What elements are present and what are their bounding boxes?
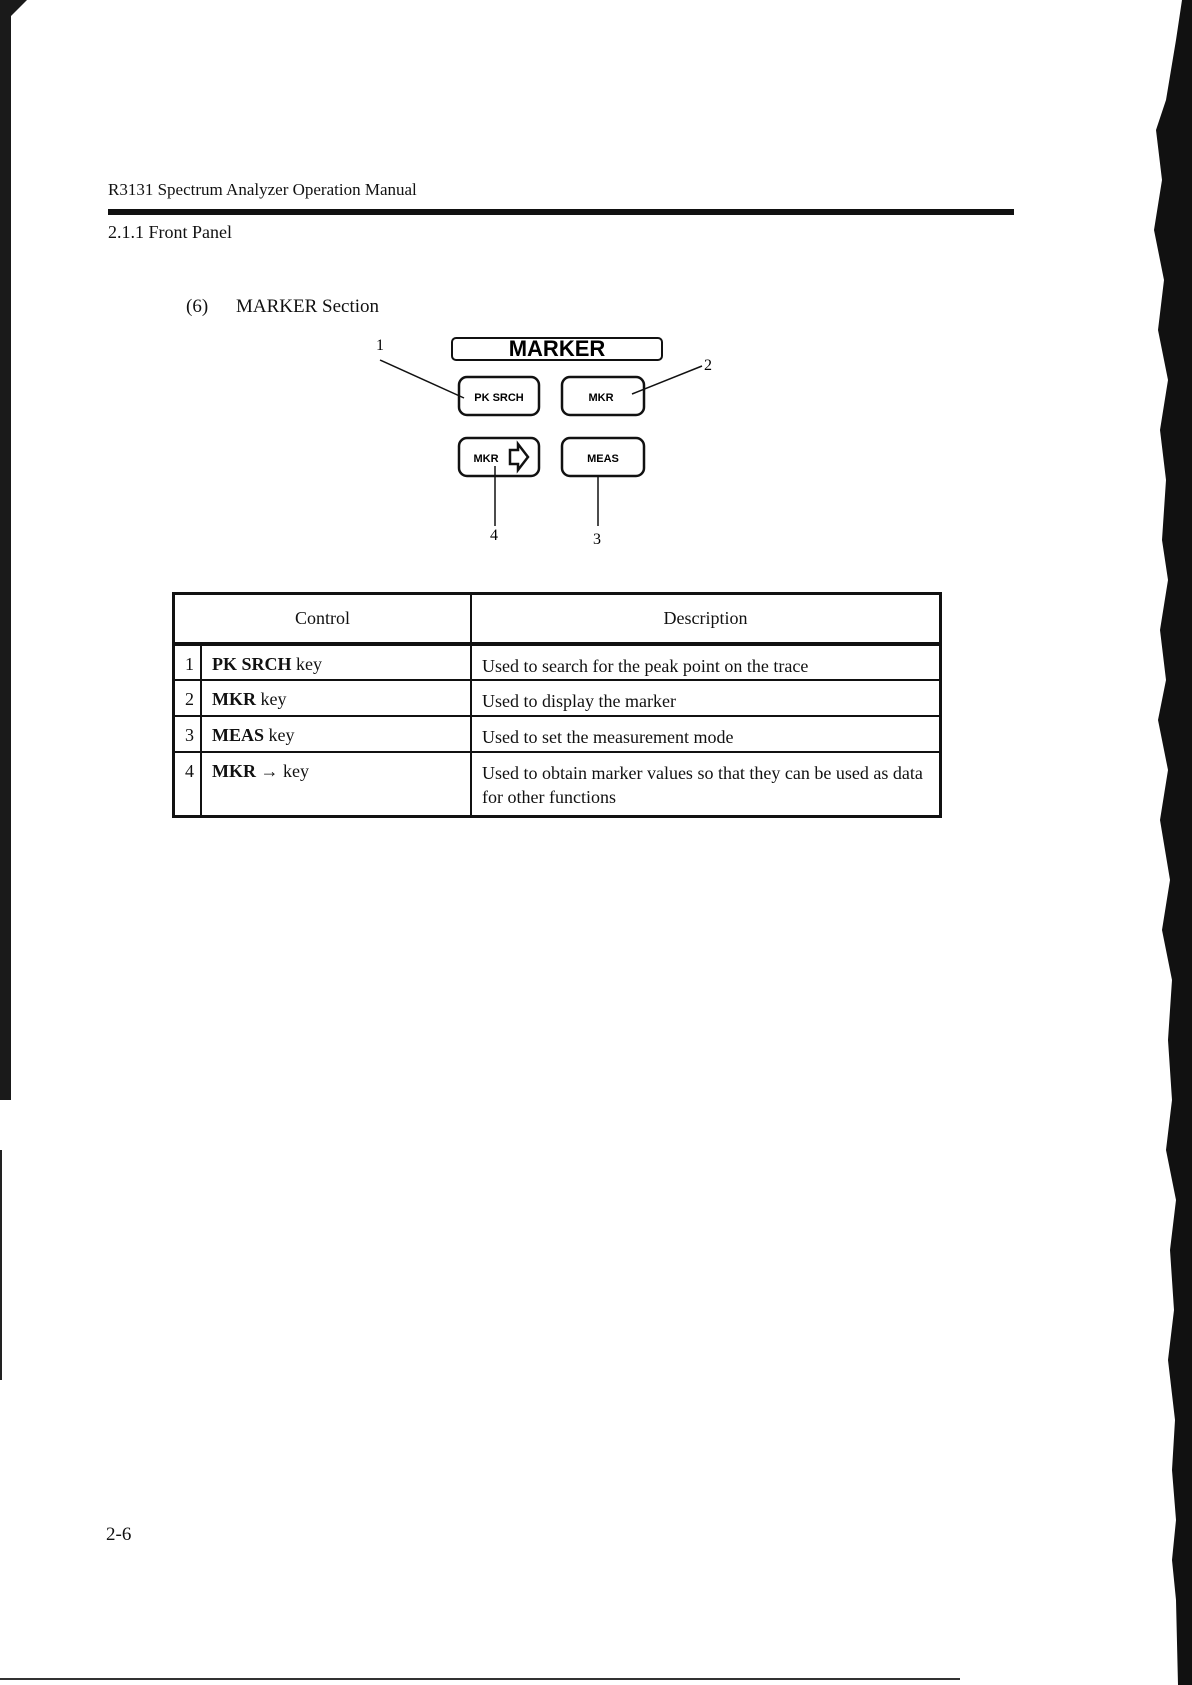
description-cell: Used to display the marker	[471, 680, 941, 716]
mkr-key	[562, 377, 644, 415]
callout-3: 3	[593, 531, 601, 548]
marker-panel-diagram	[360, 330, 730, 550]
row-number: 1	[174, 644, 202, 680]
table-row	[174, 752, 941, 816]
key-suffix: key	[268, 725, 295, 745]
marker-panel-label: MARKER	[508, 336, 606, 361]
control-cell	[201, 716, 471, 752]
pk-srch-key-label: PK SRCH	[474, 392, 524, 404]
page-number: 2-6	[106, 1524, 132, 1545]
control-cell	[201, 680, 471, 716]
key-name: MEAS	[212, 725, 265, 745]
key-name: MKR	[212, 689, 256, 709]
table-row	[174, 644, 941, 680]
table-header-row	[174, 594, 941, 645]
key-suffix: key	[296, 654, 323, 674]
control-cell	[201, 644, 471, 680]
description-cell: Used to obtain marker values so that they can be used as data for other functions	[471, 752, 941, 816]
row-number: 4	[174, 752, 202, 816]
torn-right-edge	[1132, 0, 1192, 1685]
section-breadcrumb: 2.1.1 Front Panel	[108, 222, 232, 242]
table-row	[174, 680, 941, 716]
callout-4: 4	[490, 527, 498, 544]
column-header-description: Description	[471, 594, 941, 645]
key-name: PK SRCH	[212, 654, 292, 674]
key-name: MKR →	[212, 761, 279, 781]
control-cell	[201, 752, 471, 816]
meas-key	[562, 438, 644, 476]
scan-edge-mark	[0, 1150, 2, 1380]
table-row	[174, 716, 941, 752]
section-title: MARKER Section	[236, 296, 380, 317]
meas-key-label: MEAS	[587, 453, 619, 465]
leader-line-1	[380, 360, 464, 398]
pk-srch-key	[459, 377, 539, 415]
scan-edge-corner	[11, 0, 27, 16]
row-number: 3	[174, 716, 202, 752]
controls-table	[172, 592, 942, 818]
mkr-key-label: MKR	[588, 392, 614, 404]
manual-title: R3131 Spectrum Analyzer Operation Manual	[108, 180, 417, 199]
description-cell: Used to search for the peak point on the trace	[471, 644, 941, 680]
header-rule	[108, 209, 1014, 215]
scan-edge-left	[0, 0, 11, 1100]
section-number: (6)	[186, 296, 209, 317]
callout-2: 2	[704, 357, 712, 374]
scan-bottom-line	[0, 1678, 960, 1680]
mkr-arrow-key	[459, 438, 539, 476]
column-header-control: Control	[174, 594, 472, 645]
mkr-arrow-key-label: MKR	[473, 453, 499, 465]
key-suffix: key	[260, 689, 287, 709]
description-cell: Used to set the measurement mode	[471, 716, 941, 752]
row-number: 2	[174, 680, 202, 716]
key-suffix: key	[283, 761, 309, 781]
callout-1: 1	[376, 337, 384, 354]
